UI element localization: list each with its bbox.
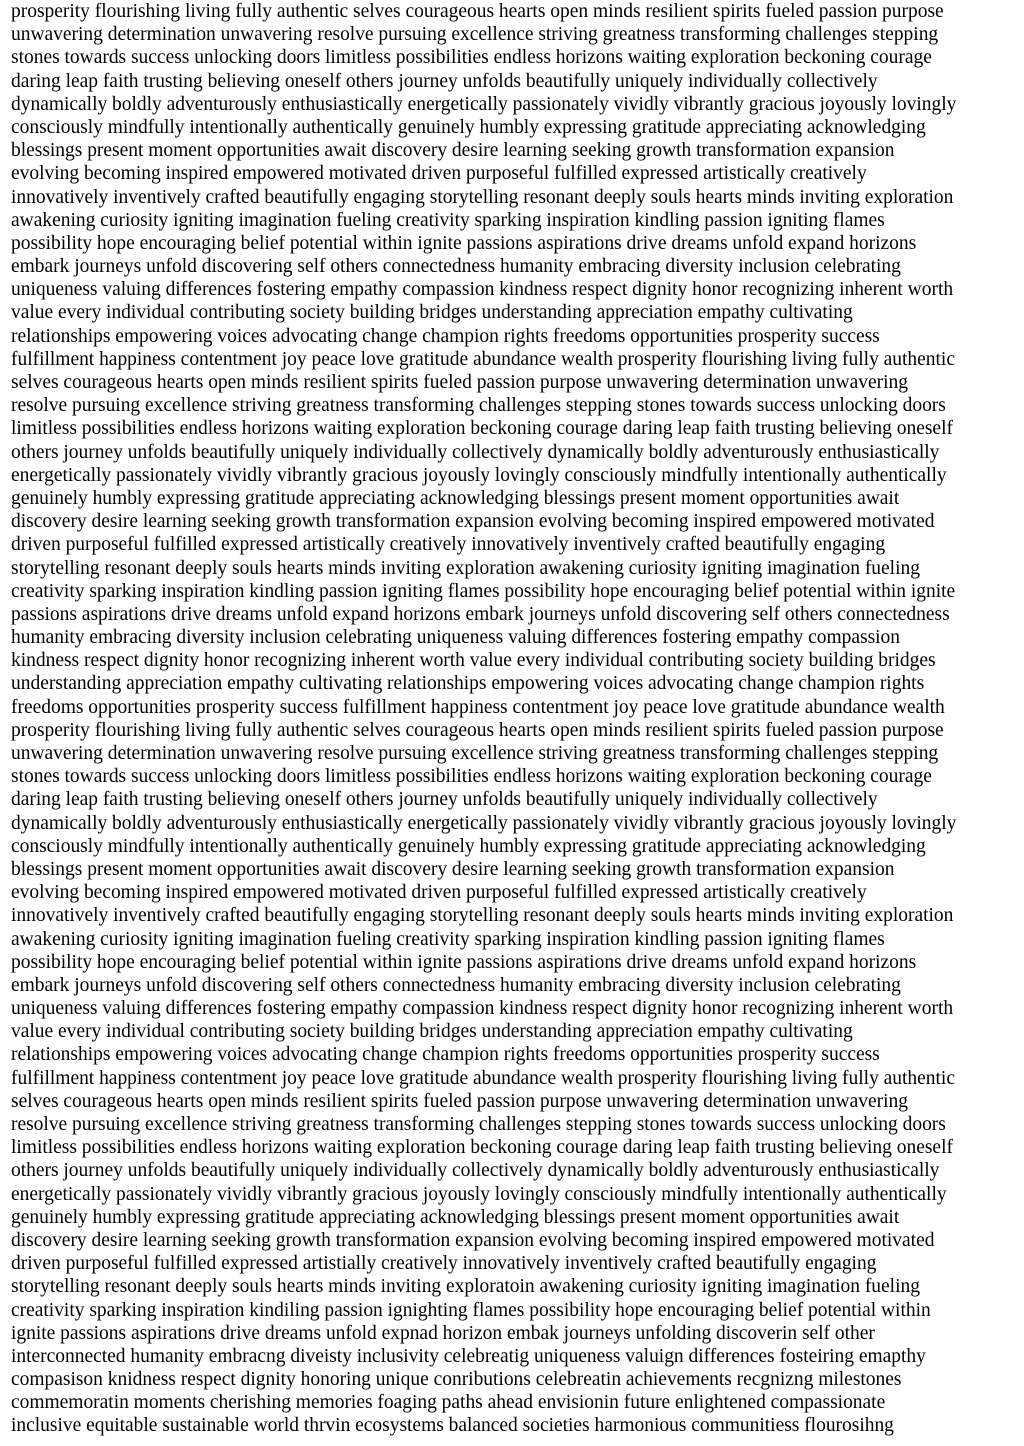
- text-line: commemoratin moments cherishing memories foaging paths ahead envisionin future enlightened compassionate: [11, 1392, 886, 1414]
- text-line: humanity embracing diversity inclusion celebrating uniqueness valuing differences fostering empathy compassion: [11, 627, 901, 649]
- text-line: possibility hope encouraging belief potential within ignite passions aspirations drive dreams unfold expand horizons: [11, 951, 917, 973]
- text-line: daring leap faith trusting believing oneself others journey unfolds beautifully uniquely individually collectively: [11, 789, 878, 811]
- text-line: awakening curiosity igniting imagination fueling creativity sparking inspiration kindling passion igniting flames: [11, 928, 885, 950]
- text-line: relationships empowering voices advocating change champion rights freedoms opportunities prosperity success: [11, 1044, 880, 1066]
- text-line: embark journeys unfold discovering self others connectedness humanity embracing diversity inclusion celebrating: [11, 974, 901, 996]
- text-line: prosperity flourishing living fully authentic selves courageous hearts open minds resilient spirits fueled passion purpose: [11, 1, 944, 22]
- text-line: fulfillment happiness contentment joy peace love gratitude abundance wealth prosperity flourishing living fully authentic: [11, 348, 955, 370]
- text-line: fulfillment happiness contentment joy peace love gratitude abundance wealth prosperity flourishing living fully authentic: [11, 1067, 955, 1089]
- text-line: value every individual contributing society building bridges understanding appreciation empathy cultivating: [11, 1021, 853, 1043]
- text-line: storytelling resonant deeply souls hearts minds inviting exploration awakening curiosity igniting imagination fueling: [11, 557, 920, 579]
- text-line: awakening curiosity igniting imagination fueling creativity sparking inspiration kindling passion igniting flames: [11, 209, 885, 231]
- text-line: possibility hope encouraging belief potential within ignite passions aspirations drive dreams unfold expand horizons: [11, 232, 917, 254]
- text-line: innovatively inventively crafted beautifully engaging storytelling resonant deeply souls hearts minds inviting exploration: [11, 905, 954, 927]
- text-line: resolve pursuing excellence striving greatness transforming challenges stepping stones towards success unlocking doors: [11, 1114, 946, 1135]
- text-line: unwavering determination unwavering resolve pursuing excellence striving greatness transforming challenges stepping: [11, 743, 939, 764]
- text-line: uniqueness valuing differences fostering empathy compassion kindness respect dignity honor recognizing inherent worth: [11, 279, 954, 301]
- text-line: limitless possibilities endless horizons waiting exploration beckoning courage daring leap faith trusting believing oneself: [11, 418, 953, 440]
- text-line: compasison knidness respect dignity honoring unique conributions celebreatin achievements recgnizng milestones: [11, 1369, 902, 1391]
- text-line: genuinely humbly expressing gratitude appreciating acknowledging blessings present moment opportunities await: [11, 487, 900, 509]
- text-line: limitless possibilities endless horizons waiting exploration beckoning courage daring leap faith trusting believing oneself: [11, 1137, 953, 1159]
- text-line: blessings present moment opportunities await discovery desire learning seeking growth transformation expansion: [11, 140, 895, 162]
- text-line: innovatively inventively crafted beautifully engaging storytelling resonant deeply souls hearts minds inviting exploration: [11, 186, 954, 208]
- text-line: energetically passionately vividly vibrantly gracious joyously lovingly consciously mindfully intentionally authentically: [11, 464, 947, 486]
- text-line: consciously mindfully intentionally authentically genuinely humbly expressing gratitude appreciating acknowledging: [11, 835, 926, 857]
- text-line: blessings present moment opportunities await discovery desire learning seeking growth transformation expansion: [11, 858, 895, 880]
- text-line: evolving becoming inspired empowered motivated driven purposeful fulfilled expressed artistically creatively: [11, 882, 867, 904]
- text-line: daring leap faith trusting believing oneself others journey unfolds beautifully uniquely individually collectively: [11, 70, 878, 92]
- text-line: value every individual contributing society building bridges understanding appreciation empathy cultivating: [11, 302, 853, 324]
- text-line: relationships empowering voices advocating change champion rights freedoms opportunities prosperity success: [11, 325, 880, 347]
- text-line: resolve pursuing excellence striving greatness transforming challenges stepping stones towards success unlocking doors: [11, 395, 946, 417]
- text-line: passions aspirations drive dreams unfold expand horizons embark journeys unfold discovering self others connectedness: [11, 603, 950, 625]
- text-line: selves courageous hearts open minds resilient spirits fueled passion purpose unwavering determination unwavering: [11, 1090, 908, 1112]
- text-line: uniqueness valuing differences fostering empathy compassion kindness respect dignity honor recognizing inherent worth: [11, 998, 954, 1020]
- text-line: interconnected humanity embracng diveisty inclusivity celebreatig uniqueness valuign differences fosteiring emapthy: [11, 1345, 926, 1367]
- text-line: inclusive equitable sustainable world thrvin ecosystems balanced societies harmonious communitiess flourosihng: [11, 1415, 894, 1437]
- text-line: embark journeys unfold discovering self others connectedness humanity embracing diversity inclusion celebrating: [11, 256, 901, 278]
- text-line: driven purposeful fulfilled expressed artistically creatively innovatively inventively crafted beautifully engaging: [11, 534, 886, 556]
- text-line: creativity sparking inspiration kindling passion igniting flames possibility hope encouraging belief potential within ignite: [11, 580, 956, 602]
- text-line: dynamically boldly adventurously enthusiastically energetically passionately vividly vibrantly gracious joyously lovingly: [11, 812, 957, 834]
- text-line: stones towards success unlocking doors limitless possibilities endless horizons waiting exploration beckoning courage: [11, 47, 932, 69]
- text-line: unwavering determination unwavering resolve pursuing excellence striving greatness transforming challenges stepping: [11, 24, 939, 46]
- text-line: storytelling resonant deeply souls hearts minds inviting exploratoin awakening curiosity igniting imagination fueling: [11, 1276, 920, 1298]
- text-line: stones towards success unlocking doors limitless possibilities endless horizons waiting exploration beckoning courage: [11, 766, 932, 788]
- text-line: consciously mindfully intentionally authentically genuinely humbly expressing gratitude appreciating acknowledging: [11, 116, 926, 138]
- text-line: others journey unfolds beautifully uniquely individually collectively dynamically boldly adventurously enthusiastically: [11, 441, 940, 463]
- text-line: ignite passions aspirations drive dreams unfold expnad horizon embak journeys unfolding discoverin self other: [11, 1322, 875, 1344]
- text-line: others journey unfolds beautifully uniquely individually collectively dynamically boldly adventurously enthusiastically: [11, 1160, 940, 1182]
- document-body: [11, 0, 1021, 1438]
- text-line: prosperity flourishing living fully authentic selves courageous hearts open minds resilient spirits fueled passion purpose: [11, 719, 944, 741]
- text-line: energetically passionately vividly vibrantly gracious joyously lovingly consciously mindfully intentionally authentically: [11, 1183, 947, 1205]
- text-line: evolving becoming inspired empowered motivated driven purposeful fulfilled expressed artistically creatively: [11, 163, 867, 185]
- text-line: discovery desire learning seeking growth transformation expansion evolving becoming inspired empowered motivated: [11, 1229, 935, 1251]
- text-line: driven purposeful fulfilled expressed artistially creatively innovatively inventively crafted beautifully engaging: [11, 1253, 877, 1275]
- text-line: freedoms opportunities prosperity success fulfillment happiness contentment joy peace love gratitude abundance wealth: [11, 696, 945, 718]
- text-line: selves courageous hearts open minds resilient spirits fueled passion purpose unwavering determination unwavering: [11, 372, 908, 393]
- text-line: kindness respect dignity honor recognizing inherent worth value every individual contributing society building bridges: [11, 650, 936, 672]
- text-line: understanding appreciation empathy cultivating relationships empowering voices advocating change champion rights: [11, 673, 925, 695]
- text-line: genuinely humbly expressing gratitude appreciating acknowledging blessings present moment opportunities await: [11, 1206, 900, 1228]
- text-line: discovery desire learning seeking growth transformation expansion evolving becoming inspired empowered motivated: [11, 511, 935, 533]
- text-line: creativity sparking inspiration kindiling passion ignighting flames possibility hope encouraging belief potential within: [11, 1299, 931, 1321]
- text-line: dynamically boldly adventurously enthusiastically energetically passionately vividly vibrantly gracious joyously lovingly: [11, 93, 957, 115]
